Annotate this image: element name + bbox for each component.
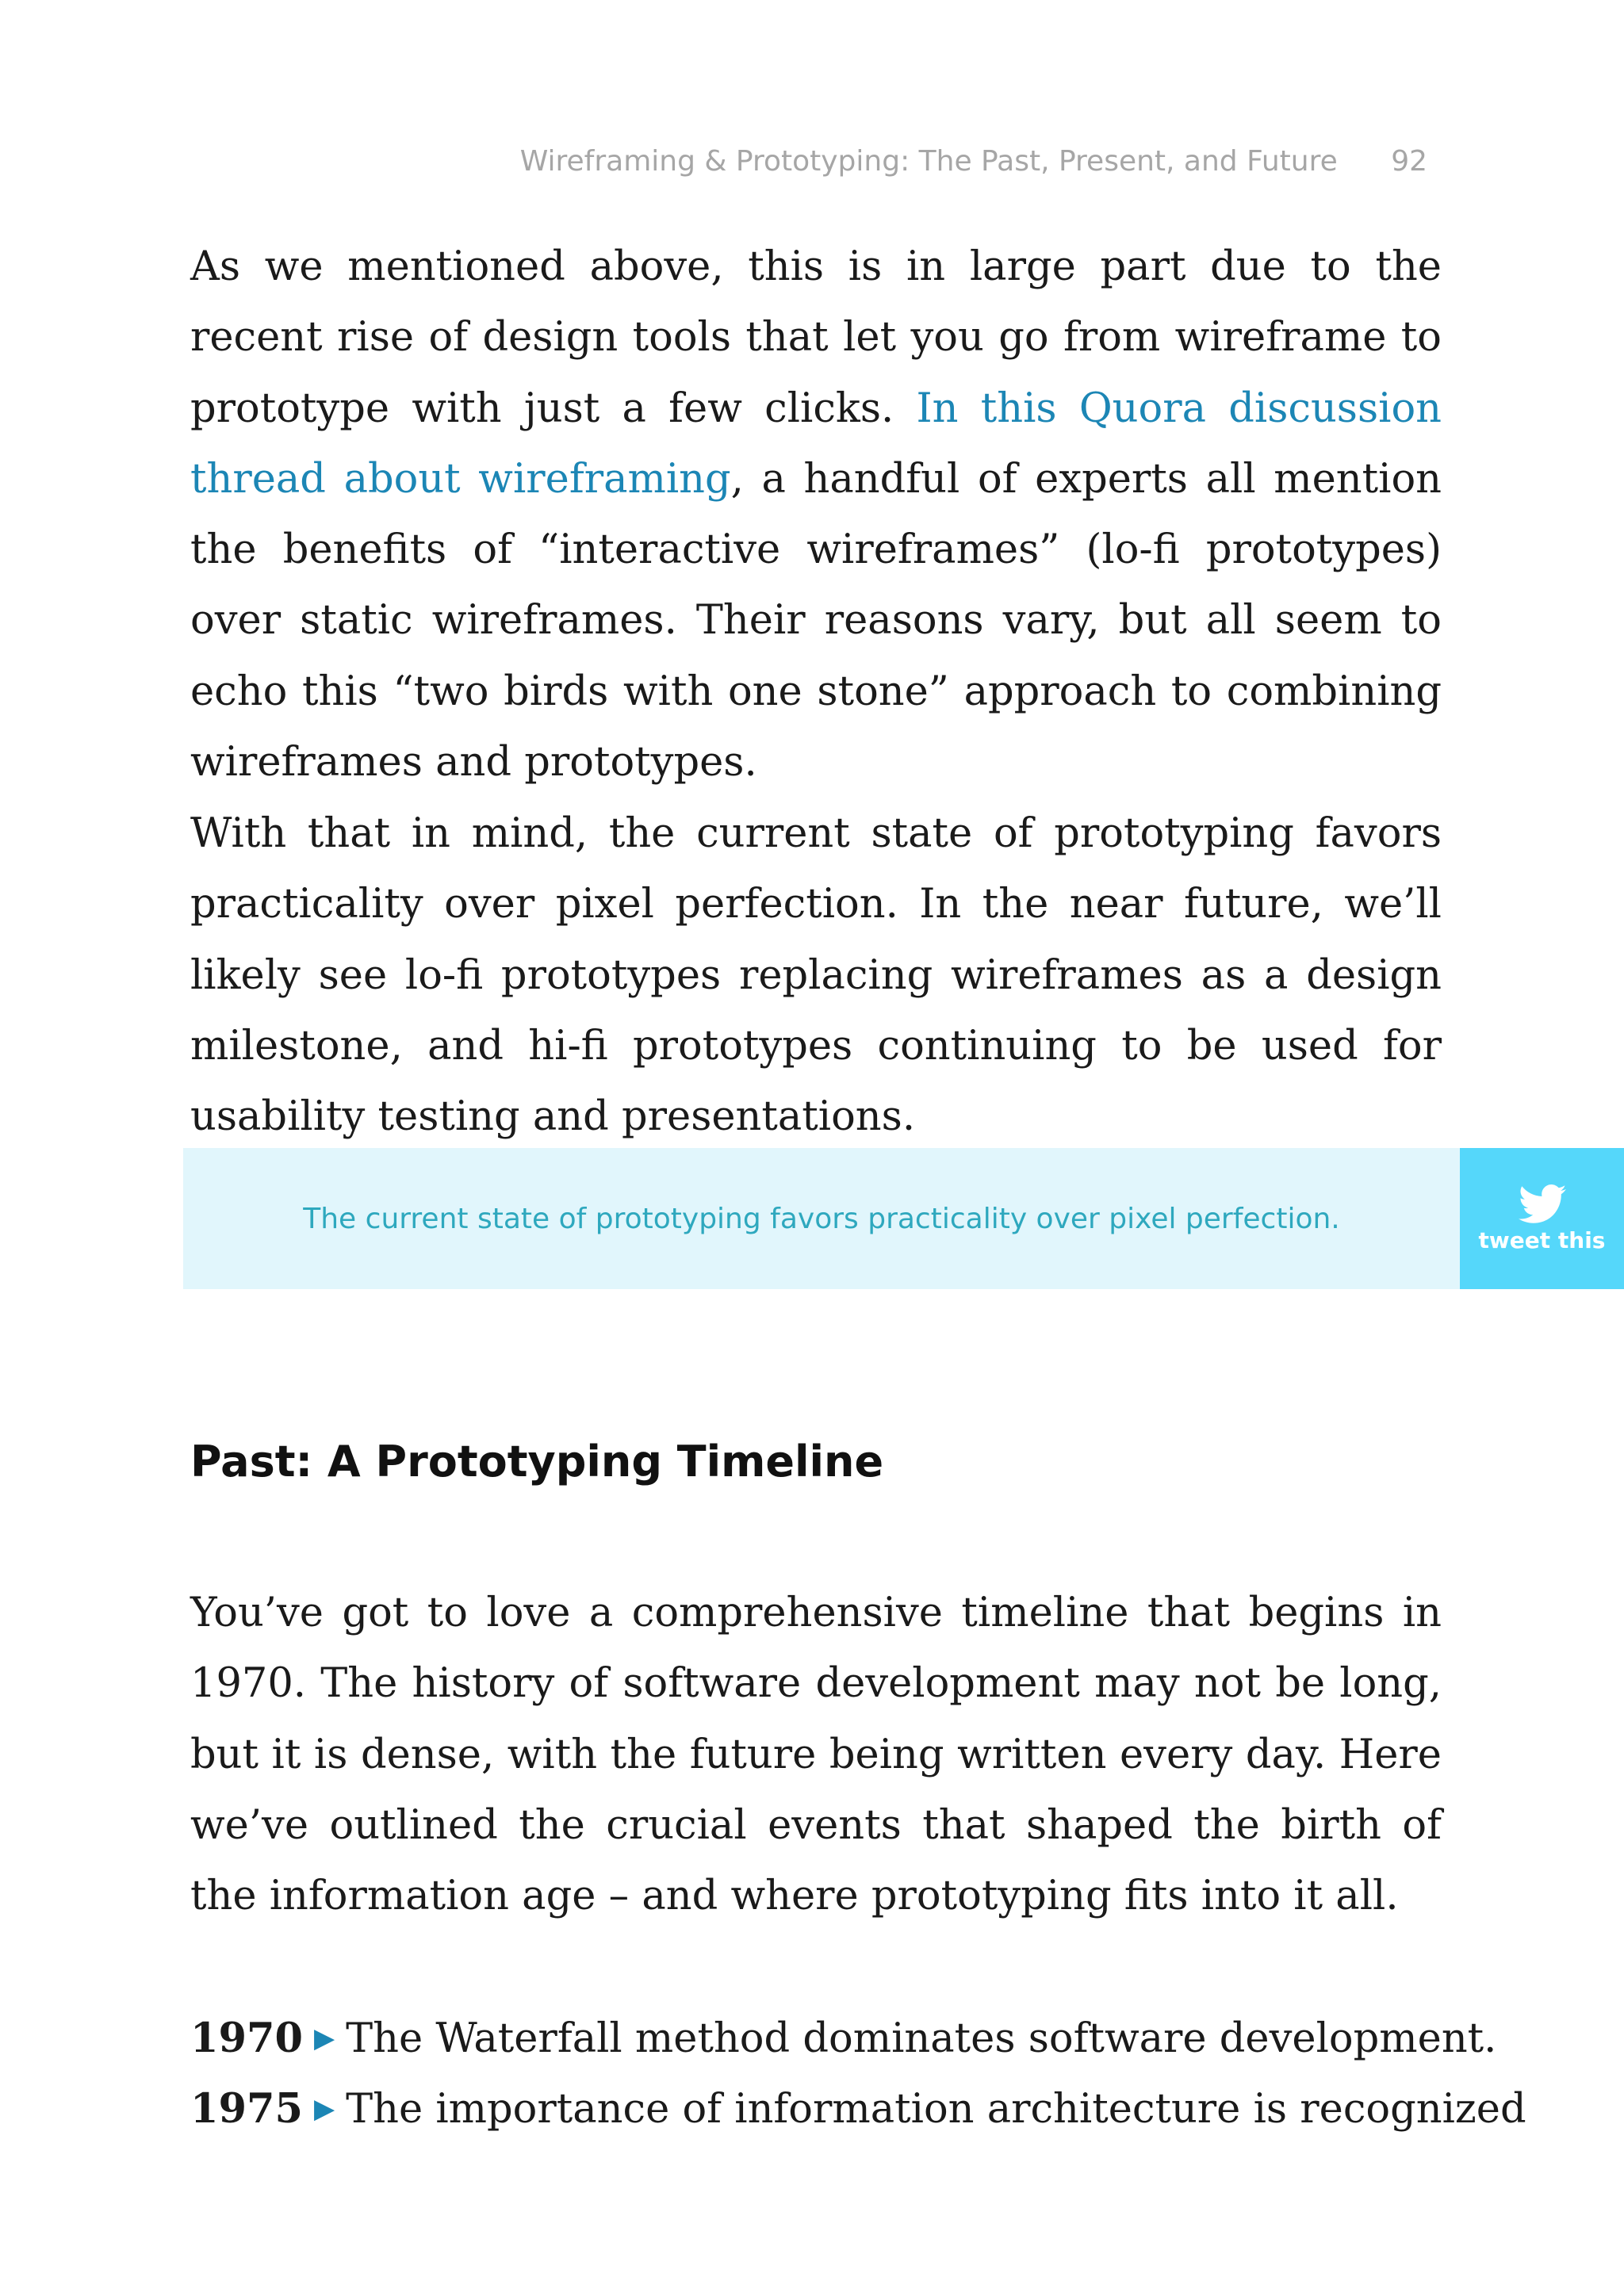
timeline-year: 1975 — [190, 2085, 303, 2133]
section-heading: Past: A Prototyping Timeline — [190, 1437, 884, 1487]
body-paragraph-3: You’ve got to love a comprehensive timeline that begins in 1970. The history of software development may not be long, but it is dense, with the future being written every day. Here we’ve outlined the crucial events that shaped the birth of the information age – and where prototyping fits into it all. — [190, 1590, 1442, 1920]
timeline-text: The importance of information architecture is recognized — [346, 2086, 1526, 2133]
paragraph-text: As we mentioned above, this is in large part due to the recent rise of design tools that let you go from wireframe to prototype with just a few clicks. — [190, 243, 1442, 432]
body-paragraph-1 — [190, 232, 1442, 798]
tweet-quote-text: The current state of prototyping favors practicality over pixel perfection. — [303, 1202, 1340, 1235]
running-header-title: Wireframing & Prototyping: The Past, Present, and Future — [519, 145, 1338, 178]
tweet-this-button[interactable] — [1460, 1148, 1624, 1289]
triangle-arrow-icon: ▶ — [313, 2022, 335, 2054]
twitter-bird-icon — [1519, 1184, 1566, 1224]
timeline-list — [190, 2003, 1526, 2145]
triangle-arrow-icon: ▶ — [313, 2093, 335, 2126]
timeline-year: 1970 — [190, 2015, 303, 2062]
tweet-this-label: tweet this — [1478, 1226, 1606, 1253]
page-number: 92 — [1391, 145, 1427, 178]
running-header — [520, 145, 1427, 178]
quora-discussion-link[interactable]: In this Quora discussion thread about wireframing — [190, 385, 1442, 503]
body-paragraph-2: With that in mind, the current state of prototyping favors practicality over pixel perfection. In the near future, we’ll likely see lo-fi prototypes replacing wireframes as a design milestone, and hi-fi prototypes continuing to be used for usability testing and presentations. — [190, 810, 1442, 1141]
timeline-item — [190, 2003, 1497, 2074]
timeline-text: The Waterfall method dominates software development. — [346, 2015, 1497, 2062]
paragraph-text: , a handful of experts all mention the benefits of “interactive wireframes” (lo-fi prototypes) over static wireframes. Their reasons vary, but all seem to echo this “two birds with one stone” approach to combining wireframes and prototypes. — [190, 455, 1442, 786]
tweet-quote-box — [183, 1148, 1460, 1289]
timeline-item — [190, 2074, 1526, 2145]
